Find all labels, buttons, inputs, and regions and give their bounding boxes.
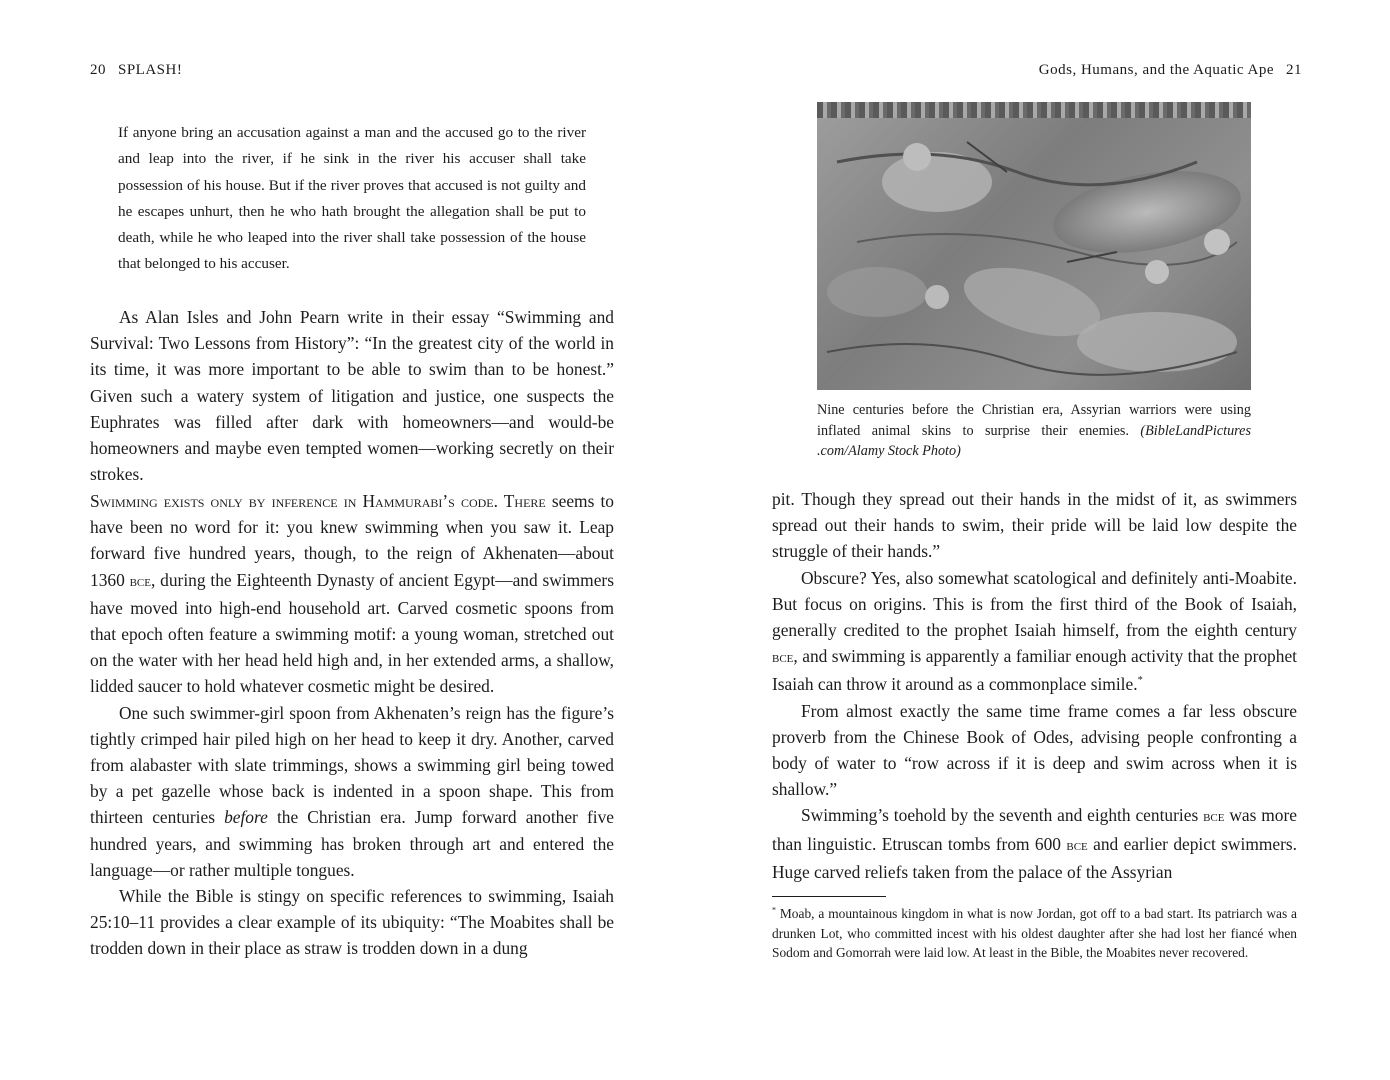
- footnote-reference-mark[interactable]: *: [1137, 675, 1143, 687]
- right-running-title: Gods, Humans, and the Aquatic Ape: [1038, 62, 1274, 78]
- bce-abbrev: bce: [1203, 808, 1225, 826]
- block-quote-text: If anyone bring an accusation against a man and the accused go to the river and leap into the river, if he sink in the river his accuser shall take possession of his house. But if the river proves that accused is not guilty and he escapes unhurt, then he who hath brought the allegation shall be put to death, while he who leaped into the river shall take possession of the house that belonged to his accuser.: [118, 124, 586, 273]
- right-para3: From almost exactly the same time frame comes a far less obscure proverb from the Chinese Book of Odes, advising people confronting a body of water to “row across if it is deep and swim across when it is shallow.”: [772, 700, 1297, 800]
- left-section-body: [90, 488, 614, 962]
- left-para3-part-b: the Christian era. Jump forward another five hundred years, and swimming has broken through art and entered the language—or rather multiple tongues.: [90, 807, 614, 880]
- left-para2-part-b: , during the Eighteenth Dynasty of ancient Egypt—and swimmers have moved into high-end household art. Carved cosmetic spoons from that epoch often feature a swimming motif: a young woman, stretched out on the water with her head held high and, in her extended arms, a shallow, lidded saucer to hold whatever cosmetic might be desired.: [90, 569, 614, 697]
- right-para1: pit. Though they spread out their hands in the midst of it, as swimmers spread out their hands to swim, their pride will be laid low despite the struggle of their hands.”: [772, 489, 1297, 562]
- right-para4-part-a: Swimming’s toehold by the seventh and eighth centuries: [801, 805, 1204, 826]
- left-para2-part-a: seems to have been no word for it: you knew swimming when you saw it. Leap forward five hundred years, though, to the reign of Akhenaten—about 1360: [90, 491, 614, 590]
- emphasis-before: before: [224, 807, 268, 828]
- bce-abbrev: bce: [129, 572, 151, 590]
- caption-credit: (BibleLandPictures .com/Alamy Stock Photo): [817, 422, 1251, 460]
- caption-text: Nine centuries before the Christian era, Assyrian warriors were using inflated animal skins to surprise their enemies.: [817, 402, 1251, 439]
- right-para4: [772, 802, 1297, 885]
- right-para4-part-c: and earlier depict swimmers. Huge carved reliefs taken from the palace of the Assyrian: [772, 833, 1297, 882]
- relief-illustration: [817, 102, 1251, 390]
- left-running-head: [90, 62, 182, 79]
- footnote: [772, 904, 1297, 963]
- right-body-text: [772, 486, 1297, 885]
- left-page-number: 20: [90, 62, 106, 78]
- footnote-divider: [772, 896, 886, 897]
- right-para4-part-b: was more than linguistic. Etruscan tombs from 600: [772, 805, 1297, 854]
- block-quote: [118, 120, 586, 278]
- figure-caption: [817, 400, 1251, 462]
- footnote-text: [772, 904, 1297, 963]
- left-para4: While the Bible is stingy on specific references to swimming, Isaiah 25:10–11 provides a clear example of its ubiquity: “The Moabites shall be trodden down in their place as straw is trodden down in a dung: [90, 886, 614, 959]
- left-paragraph-1: [90, 304, 614, 487]
- right-para2: [772, 565, 1297, 698]
- left-para3: [90, 700, 614, 883]
- left-para3-part-a: One such swimmer-girl spoon from Akhenaten’s reign has the figure’s tightly crimped hair piled high on her head to keep it dry. Another, carved from alabaster with slate trimmings, shows a swimming girl being towed by a pet gazelle whose back is indented in a spoon shape. This from thirteen centuries: [90, 702, 614, 828]
- bce-abbrev: bce: [1066, 836, 1088, 854]
- footnote-mark: *: [772, 905, 777, 915]
- left-running-title: SPLASH!: [118, 62, 183, 78]
- right-para2-part-a: Obscure? Yes, also somewhat scatological and definitely anti-Moabite. But focus on origins. This is from the first third of the Book of Isaiah, generally credited to the prophet Isaiah himself, from the eighth century: [772, 567, 1297, 641]
- right-running-head: [1039, 62, 1302, 79]
- section-lead-in: Swimming exists only by inference in Hammurabi’s code. There: [90, 491, 546, 511]
- right-para2-part-b: , and swimming is apparently a familiar enough activity that the prophet Isaiah can throw it around as a commonplace simile.: [772, 646, 1297, 695]
- left-para1-text: As Alan Isles and John Pearn write in their essay “Swimming and Survival: Two Lessons from History”: “In the greatest city of the world in its time, it was more important to be able to swim than to be honest.” Given such a watery system of litigation and justice, one suspects the Euphrates was filled after dark with homeowners—and would-be homeowners and maybe even tempted women—working secretly on their strokes.: [90, 307, 614, 485]
- assyrian-relief-photo: [817, 102, 1251, 390]
- right-page-number: 21: [1286, 62, 1302, 78]
- footnote-body: Moab, a mountainous kingdom in what is now Jordan, got off to a bad start. Its patriarch was a drunken Lot, who committed incest with his oldest daughter after she had lost her fiancé when Sodom and Gomorrah were laid low. At least in the Bible, the Moabites never recovered.: [772, 906, 1297, 961]
- right-page: [695, 0, 1390, 1080]
- left-para2: [90, 488, 614, 700]
- bce-abbrev: bce: [772, 649, 794, 667]
